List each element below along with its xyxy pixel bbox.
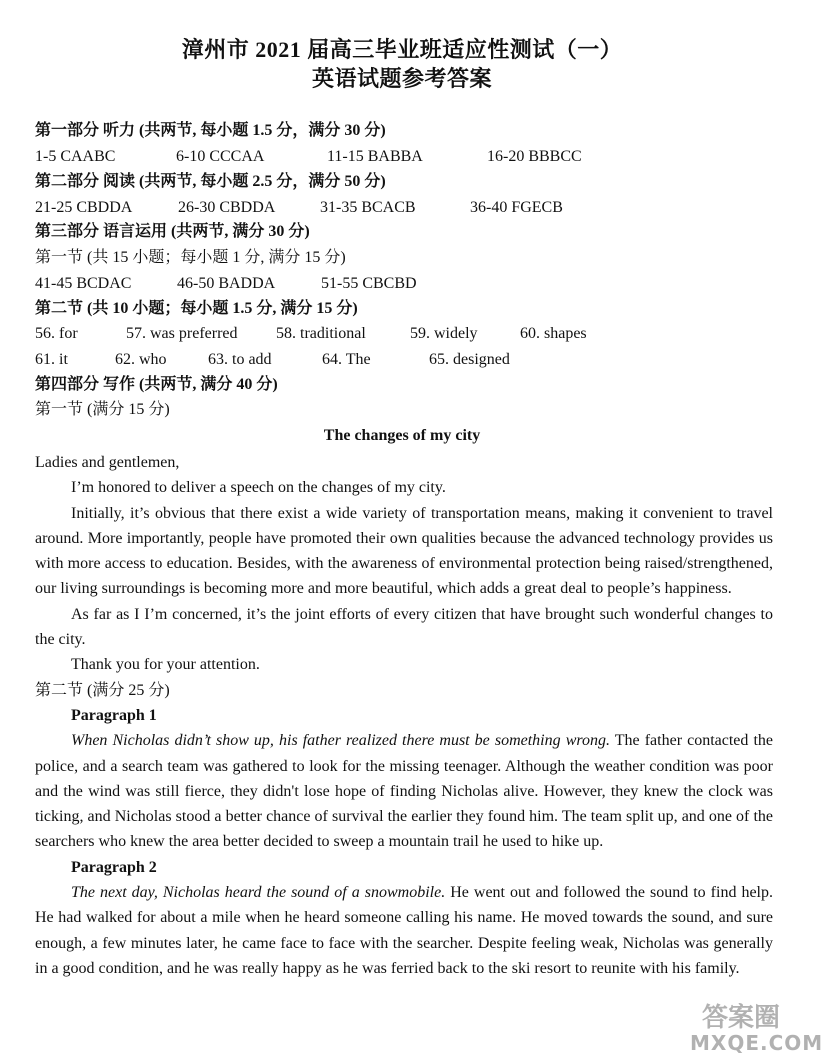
watermark-text: 答案圈 [702,1003,781,1033]
continuation-paragraph-2 [35,880,773,981]
part4-section1-heading: 第一节 (满分 15 分) [35,401,170,418]
essay-title: The changes of my city [323,427,481,444]
paragraph2-body: He went out and followed the sound to find help. He had walked for about a mile when he heard someone calling his name. He moved towards the sound, and sure enough, a few minutes later, he came face to face with the searcher. Despite feeling weak, Nicholas was generally in a good condition, and he was really happy as he was ferried back to the ski resort to reunite with his family. [35,884,774,977]
answer-group: 21-25 CBDDA [35,199,133,216]
answer-group: 16-20 BBBCC [487,148,582,165]
paragraph2-label: Paragraph 2 [71,858,157,876]
essay-paragraph: I’m honored to deliver a speech on the changes of my city. [71,479,446,497]
watermark-logo [688,995,823,1057]
essay-paragraph: Initially, it’s obvious that there exist a wide variety of transportation means, making it convenient to travel around. More importantly, people have promoted their own qualities because the advanced technology provides us with more access to education. Besides, with the awareness of environmental protection being raised/strengthened, our living surroundings is becoming more and more beautiful, which adds a great deal to people’s happiness. [35,504,773,598]
answer-group: 1-5 CAABC [35,148,116,165]
answer-item: 63. to add [208,351,272,368]
essay-paragraph: Thank you for your attention. [71,656,260,674]
answer-group: 6-10 CCCAA [176,148,265,165]
answer-group: 41-45 BCDAC [35,275,132,292]
answer-group: 51-55 CBCBD [321,275,417,292]
part2-heading: 第二部分 阅读 (共两节, 每小题 2.5 分，满分 50 分) [35,173,386,190]
answer-group: 26-30 CBDDA [178,199,276,216]
answer-item: 64. The [322,351,371,368]
answer-item: 61. it [35,351,68,368]
answer-item: 59. widely [410,325,478,342]
part3-heading: 第三部分 语言运用 (共两节, 满分 30 分) [35,223,310,240]
paragraph1-label: Paragraph 1 [71,706,157,724]
document-title: 漳州市 2021 届高三毕业班适应性测试（一） [181,37,623,62]
part4-heading: 第四部分 写作 (共两节, 满分 40 分) [35,376,278,393]
answer-item: 58. traditional [276,325,366,342]
answer-item: 56. for [35,325,78,342]
answer-group: 46-50 BADDA [177,275,276,292]
watermark-url: MXQE.COM [690,1031,823,1055]
paragraph1-body: The father contacted the police, and a search team was gathered to look for the missing teenager. Although the weather condition was poor and the wind was still fierce, they didn't lose hope of finding Nicholas alive. However, they knew the clock was ticking, and Nicholas stood a better chance of survival the earlier they found him. The team split up, and one of the searchers who knew the area better decided to sweep a mountain trail he used to hike up. [35,732,773,851]
answer-group: 31-35 BCACB [320,199,416,216]
paragraph2-lead-sentence: The next day, Nicholas heard the sound of a snowmobile. [71,884,446,902]
essay-paragraph: As far as I I’m concerned, it’s the joint efforts of every citizen that have brought such wonderful changes to the city. [35,605,773,649]
answer-group: 36-40 FGECB [470,199,563,216]
part3-section1-heading: 第一节 (共 15 小题；每小题 1 分, 满分 15 分) [35,249,346,266]
paragraph1-lead-sentence: When Nicholas didn’t show up, his father realized there must be something wrong. [71,732,610,750]
part3-section2-heading: 第二节 (共 10 小题；每小题 1.5 分, 满分 15 分) [35,300,358,317]
essay-greeting: Ladies and gentlemen, [35,454,180,471]
document-subtitle: 英语试题参考答案 [311,66,492,91]
answer-item: 60. shapes [520,325,587,342]
part4-section2-heading: 第二节 (满分 25 分) [35,681,170,699]
answer-item: 57. was preferred [126,325,238,342]
answer-item: 65. designed [429,351,510,368]
part1-heading: 第一部分 听力 (共两节, 每小题 1.5 分，满分 30 分) [35,122,386,139]
answer-group: 11-15 BABBA [327,148,423,165]
essay-body [35,450,773,981]
continuation-paragraph-1 [35,728,773,854]
answer-item: 62. who [115,351,167,368]
